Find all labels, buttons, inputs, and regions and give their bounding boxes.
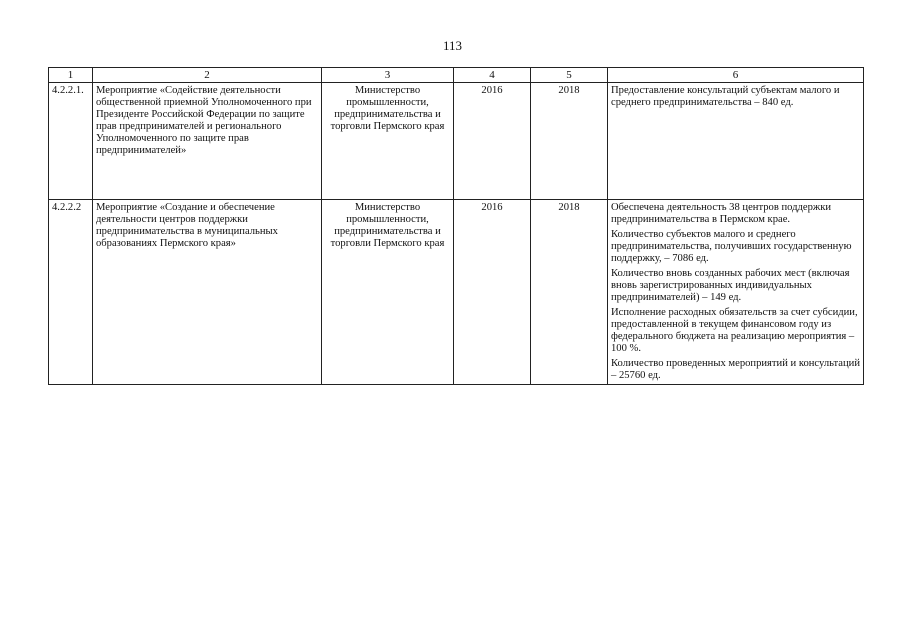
start-year: 2016: [454, 83, 531, 200]
header-row: [49, 68, 864, 83]
executor: Министерство промышленности, предпринимательства и торговли Пермского края: [322, 83, 454, 200]
result-text: Количество вновь созданных рабочих мест (включая вновь зарегистрированных индивидуальных предпринимателей) – 149 ед.: [611, 268, 850, 304]
end-year: 2018: [531, 200, 608, 385]
event-name: Мероприятие «Создание и обеспечение деятельности центров поддержки предпринимательства в муниципальных образованиях Пермского края»: [93, 200, 322, 385]
results-cell: [608, 200, 864, 385]
column-header: 5: [531, 68, 608, 83]
row-number: 4.2.2.1.: [49, 83, 93, 200]
event-name: Мероприятие «Содействие деятельности общественной приемной Уполномоченного при Президенте Российской Федерации по защите прав предпринимателей и регионального Уполномоченного по защите прав предпринимателей»: [93, 83, 322, 200]
end-year: 2018: [531, 83, 608, 200]
table-row: [49, 83, 864, 200]
result-text: Предоставление консультаций субъектам малого и среднего предпринимательства – 840 ед.: [611, 85, 840, 109]
page-number: 113: [442, 38, 463, 53]
column-header: 6: [608, 68, 864, 83]
executor: Министерство промышленности, предпринимательства и торговли Пермского края: [322, 200, 454, 385]
result-text: Обеспечена деятельность 38 центров поддержки предпринимательства в Пермском крае.: [611, 202, 832, 226]
column-header: 2: [93, 68, 322, 83]
result-text: Количество субъектов малого и среднего предпринимательства, получивших государственную поддержку, – 7086 ед.: [611, 229, 852, 265]
column-header: 4: [454, 68, 531, 83]
table-row: [49, 200, 864, 385]
program-table: [48, 67, 864, 385]
result-text: Исполнение расходных обязательств за счет субсидии, предоставленной в текущем финансовом году из федерального бюджета на реализацию мероприятия – 100 %.: [611, 307, 858, 355]
row-number: 4.2.2.2: [49, 200, 93, 385]
column-header: 3: [322, 68, 454, 83]
start-year: 2016: [454, 200, 531, 385]
result-text: Количество проведенных мероприятий и консультаций – 25760 ед.: [611, 358, 861, 382]
results-cell: [608, 83, 864, 200]
column-header: 1: [49, 68, 93, 83]
